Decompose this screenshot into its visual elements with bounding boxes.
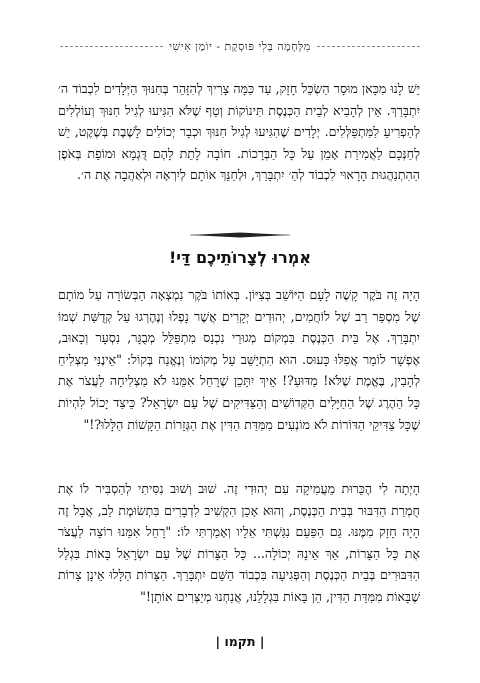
header-rule-right — [317, 46, 420, 47]
section-divider-ornament — [190, 230, 290, 240]
running-header — [60, 40, 420, 53]
intro-paragraph: יֵשׁ לָנוּ מִכָּאן מוּסָר הַשְׂכֵּל חָזָק, עַד כַּמָּה צָרִיךְ לְהִזָּהֵר בְּחִנּוּךְ הַיְּלָדִים לִכְבוֹד ה׳ יִתְבָּרַךְ. אֵין לְהָבִיא לְבֵית הַכְּנֶסֶת תִּינוֹקוֹת וְטַף שֶׁלֹּא הִגִּיעוּ לְגִיל חִנּוּךְ וְעוֹלְלִים לְהַפְרִיעַ לַמִּתְפַּלְּלִים. יְלָדִים שֶׁהִגִּיעוּ לְגִיל חִנּוּךְ וּכְבָר יְכוֹלִים לָשֶׁבֶת בְּשֶׁקֶט, יֵשׁ לְחַנְּכָם לַאֲמִירַת אָמֵן עַל כָּל הַבְּרָכוֹת. חוֹבָה לָתֵת לָהֶם דֻּגְמָא וּמוֹפֵת בְּאֹפֶן הַהִתְנַהֲגוּת הָרָאוּי לִכְבוֹד לְהַ׳ יִתְבָּרַךְ, וּלְחַנֵּךְ אוֹתָם לְיִרְאָה וּלְאַהֲבָה אֶת ה׳. — [58, 81, 420, 183]
section-heading: אִמְרוּ לְצָרוֹתֵיכֶם דַּי! — [169, 248, 311, 267]
story-paragraph: הָיָה זֶה בֹּקֶר קָשֶׁה לָעָם הַיּוֹשֵׁב בְּצִיּוֹן. בְּאוֹתוֹ בֹּקֶר נִמְצְאָה הַבְּשׂוֹרָה עַל מוֹתָם שֶׁל מִסְפַּר רַב שֶׁל לוֹחֲמִים, יְהוּדִים יְקָרִים אֲשֶׁר נָפְלוּ וְנֶהֶרְגוּ עַל קְדֻשַּׁת שְׁמוֹ יִתְבָּרַךְ. אֶל בֵּית הַכְּנֶסֶת בִּמְקוֹם מְגוּרַי נִכְנַס מִתְפַּלֵּל מְבֻגָּר, נִסְעָר וְכָאוּב, אֶפְשָׁר לוֹמַר אֲפִלּוּ כָּעוּס. הוּא הִתְיַשֵּׁב עַל מְקוֹמוֹ וְנֶאֱנַח בְּקוֹל: "אֵינֶנִּי מַצְלִיחַ לְהָבִין, בֶּאֱמֶת שֶׁלֹּא! מַדּוּעַ?! אֵיךְ יִתָּכֵן שֶׁרָחֵל אִמֵּנוּ לֹא מַצְלִיחָה לַעֲצֹר אֶת כָּל הַהֶרֶג שֶׁל הַחַיָּלִים הַקְּדוֹשִׁים וְהַצַּדִּיקִים שֶׁל עַם יִשְׂרָאֵל? כֵּיצַד יָכוֹל לִהְיוֹת שֶׁכָּל צַדִּיקֵי הַדּוֹרוֹת לֹא מוֹנְעִים מִמִּדַּת הַדִּין אֶת הַגְּזֵרוֹת הַקָּשׁוֹת הַלָּלוּ?!" — [58, 287, 420, 432]
running-title: מִלְּחָמָה בְּלִי פּוּסְקָת - יוֹמַן אִישִׁי — [169, 40, 311, 53]
page-number: | תקמו | — [215, 634, 265, 649]
story-paragraph-continued: הָיְתָה לִי הֶכֵּרוּת מֵעֲמִיקָה עִם יְהוּדִי זֶה. שׁוּב וְשׁוּב נִסִּיתִי לְהַסְבִּיר לוֹ אֶת חֻמְרַת הַדִּבּוּר בְּבֵית הַכְּנֶסֶת, וְהוּא אָכֵן הִקְשִׁיב לִדְבָרִים בִּתְשׂוּמֶת לֵב, אֲבָל זֶה הָיָה חָזָק מִמֶּנּוּ. גַּם הַפַּעַם נִגַּשְׁתִּי אֵלָיו וְאָמַרְתִּי לוֹ: "רָחֵל אִמֵּנוּ רוֹצָה לַעֲצֹר אֶת כָּל הַצָּרוֹת, אַךְ אֵינָהּ יְכוֹלָה... כָּל הַצָּרוֹת שֶׁל עַם יִשְׂרָאֵל בָּאוֹת בִּגְלַל הַדִּבּוּרִים בְּבֵית הַכְּנֶסֶת וְהַפְּגִיעָה בִּכְבוֹד הַשֵּׁם יִתְבָּרַךְ. הַצָּרוֹת הַלָּלוּ אֵינָן צָרוֹת שֶׁבָּאוֹת מִמִּדַּת הַדִּין, הֵן בָּאוֹת בִּגְלָלֵנוּ, אֲנַחְנוּ מְיַצְּרִים אוֹתָן!" — [58, 481, 420, 604]
header-rule-left — [60, 46, 163, 47]
